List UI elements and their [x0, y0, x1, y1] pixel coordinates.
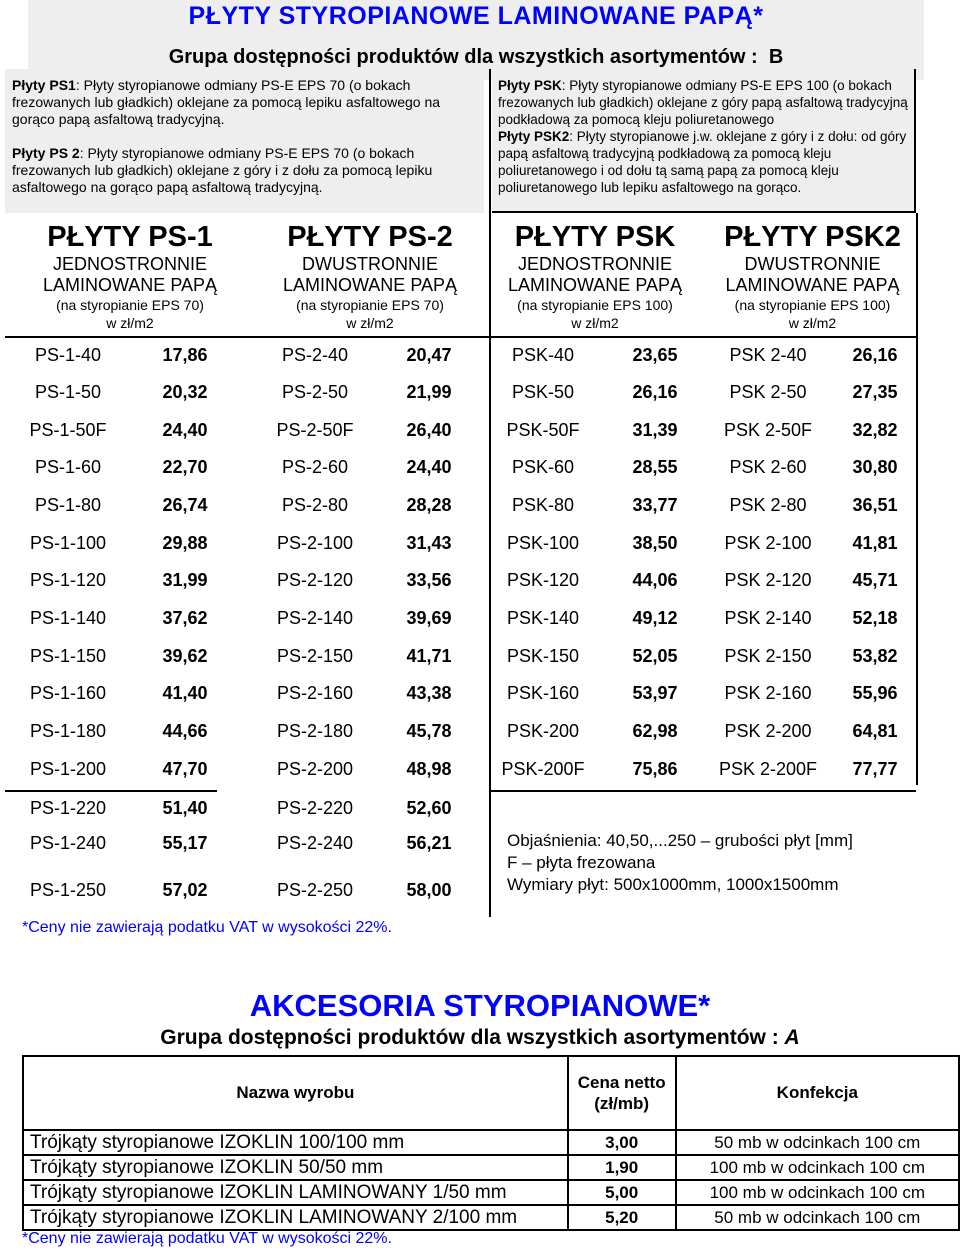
legend-line: F – płyta frezowana — [507, 853, 656, 872]
table-row — [0, 373, 960, 411]
product-pack: 50 mb w odcinkach 100 cm — [676, 1130, 959, 1155]
psk-code: PSK-150 — [506, 646, 580, 666]
table-row — [23, 1155, 959, 1180]
availability-group-label: Grupa dostępności produktów dla wszystkich asortymentów : — [160, 1026, 785, 1049]
ps2-code: PS-2-200 — [276, 759, 354, 779]
ps1-price: 41,40 — [162, 683, 208, 703]
psk2-price: 55,96 — [852, 683, 898, 703]
ps2-code: PS-2-240 — [276, 833, 354, 853]
ps1-code: PS-1-50F — [29, 420, 107, 440]
table-row — [0, 411, 960, 449]
table-header-row — [23, 1056, 959, 1130]
availability-group — [0, 1026, 960, 1050]
psk2-code: PSK 2-200F — [718, 759, 818, 779]
ps2-code: PS-2-40 — [281, 345, 349, 365]
psk-code: PSK-140 — [506, 608, 580, 628]
psk2-price: 77,77 — [852, 759, 898, 779]
ps1-price: 17,86 — [162, 345, 208, 365]
ps2-price: 33,56 — [406, 570, 452, 590]
table-row — [0, 637, 960, 675]
ps2-price: 58,00 — [406, 880, 452, 900]
product-pack: 100 mb w odcinkach 100 cm — [676, 1180, 959, 1205]
psk-price: 33,77 — [632, 495, 678, 515]
ps1-price: 47,70 — [162, 759, 208, 779]
psk-price: 52,05 — [632, 646, 678, 666]
ps2-code: PS-2-60 — [281, 457, 349, 477]
ps1-code: PS-1-50 — [34, 382, 102, 402]
legend-line: Wymiary płyt: 500x1000mm, 1000x1500mm — [507, 875, 839, 894]
availability-group-letter: A — [784, 1026, 800, 1049]
psk2-code: PSK 2-40 — [729, 345, 807, 365]
column-header-psk: PŁYTY PSK JEDNOSTRONNIE LAMINOWANE PAPĄ (na styropianie EPS 100) w zł/m2 — [507, 221, 683, 331]
ps1-code: PS-1-100 — [29, 533, 107, 553]
ps2-code: PS-2-140 — [276, 608, 354, 628]
psk-code: PSK-100 — [506, 533, 580, 553]
psk2-price: 64,81 — [852, 721, 898, 741]
ps2-price: 31,43 — [406, 533, 452, 553]
psk-price: 49,12 — [632, 608, 678, 628]
vat-note: *Ceny nie zawierają podatku VAT w wysokości 22%. — [22, 919, 392, 936]
vat-note: *Ceny nie zawierają podatku VAT w wysokości 22%. — [22, 1230, 392, 1247]
psk-price: 75,86 — [632, 759, 678, 779]
psk-price: 26,16 — [632, 382, 678, 402]
description-ps — [5, 69, 484, 213]
ps1-code: PS-1-220 — [29, 798, 107, 818]
psk2-price: 30,80 — [852, 457, 898, 477]
ps1-price: 55,17 — [162, 833, 208, 853]
column-header-name: Nazwa wyrobu — [23, 1056, 568, 1130]
product-pack: 50 mb w odcinkach 100 cm — [676, 1205, 959, 1230]
ps2-price: 56,21 — [406, 833, 452, 853]
psk2-price: 36,51 — [852, 495, 898, 515]
ps1-price: 24,40 — [162, 420, 208, 440]
table-row — [23, 1180, 959, 1205]
page-title: PŁYTY STYROPIANOWE LAMINOWANE PAPĄ* — [188, 2, 764, 30]
ps2-price: 43,38 — [406, 683, 452, 703]
section-title: AKCESORIA STYROPIANOWE* — [249, 988, 711, 1023]
ps1-price: 20,32 — [162, 382, 208, 402]
ps1-price: 22,70 — [162, 457, 208, 477]
ps2-price: 48,98 — [406, 759, 452, 779]
psk2-price: 45,71 — [852, 570, 898, 590]
ps2-code: PS-2-180 — [276, 721, 354, 741]
ps1-code: PS-1-180 — [29, 721, 107, 741]
psk-price: 62,98 — [632, 721, 678, 741]
ps2-code: PS-2-50 — [281, 382, 349, 402]
ps1-code: PS-1-40 — [34, 345, 102, 365]
product-price: 5,00 — [568, 1180, 676, 1205]
psk2-price: 52,18 — [852, 608, 898, 628]
ps2-code: PS-2-150 — [276, 646, 354, 666]
legend-line: Objaśnienia: 40,50,...250 – grubości płyt [mm] — [507, 831, 853, 850]
ps1-code: PS-1-60 — [34, 457, 102, 477]
psk2-code: PSK 2-60 — [729, 457, 807, 477]
ps2-price: 21,99 — [406, 382, 452, 402]
psk2-price: 26,16 — [852, 345, 898, 365]
ps1-price: 37,62 — [162, 608, 208, 628]
ps2-price: 41,71 — [406, 646, 452, 666]
ps2-price: 28,28 — [406, 495, 452, 515]
psk-price: 23,65 — [632, 345, 678, 365]
description-psk2: Płyty PSK2: Płyty styropianowe j.w. oklejane z góry i z dołu: od góry papą asfaltową tradycyjną podkładową za pomocą kleju poliuretanowego i od dołu tą samą papą za pomocą kleju poliuretanowego lub lepiku asfaltowego na gorąco. — [498, 129, 907, 195]
ps2-code: PS-2-160 — [276, 683, 354, 703]
ps2-price: 26,40 — [406, 420, 452, 440]
psk2-code: PSK 2-160 — [724, 683, 812, 703]
table-row — [23, 1130, 959, 1155]
product-name: Trójkąty styropianowe IZOKLIN 100/100 mm — [23, 1130, 568, 1155]
ps1-price: 51,40 — [162, 798, 208, 818]
ps1-code: PS-1-120 — [29, 570, 107, 590]
table-row — [0, 448, 960, 486]
table-row — [0, 524, 960, 562]
psk-code: PSK-120 — [506, 570, 580, 590]
ps2-price: 24,40 — [406, 457, 452, 477]
psk2-price: 53,82 — [852, 646, 898, 666]
column-header-psk2: PŁYTY PSK2 DWUSTRONNIE LAMINOWANE PAPĄ (na styropianie EPS 100) w zł/m2 — [724, 221, 901, 331]
ps1-code: PS-1-80 — [34, 495, 102, 515]
psk-code: PSK-50F — [506, 420, 580, 440]
psk2-code: PSK 2-50 — [729, 382, 807, 402]
description-ps1: Płyty PS1: Płyty styropianowe odmiany PS-E EPS 70 (o bokach frezowanych lub gładkich) oklejane za pomocą lepiku asfaltowego na gorąco papą asfaltową tradycyjną. — [12, 77, 441, 127]
table-row — [0, 561, 960, 599]
table-row — [0, 486, 960, 524]
ps1-price: 31,99 — [162, 570, 208, 590]
table-row — [23, 1205, 959, 1230]
accessories-table — [22, 1055, 960, 1231]
ps1-code: PS-1-140 — [29, 608, 107, 628]
ps2-code: PS-2-220 — [276, 798, 354, 818]
table-row — [0, 712, 960, 750]
ps1-code: PS-1-250 — [29, 880, 107, 900]
psk-code: PSK-60 — [511, 457, 575, 477]
psk-code: PSK-40 — [511, 345, 575, 365]
product-price: 3,00 — [568, 1130, 676, 1155]
product-name: Trójkąty styropianowe IZOKLIN LAMINOWANY 2/100 mm — [23, 1205, 568, 1230]
availability-group-label: Grupa dostępności produktów dla wszystkich asortymentów : — [168, 46, 764, 68]
description-psk — [492, 69, 916, 213]
ps2-code: PS-2-120 — [276, 570, 354, 590]
ps1-price: 26,74 — [162, 495, 208, 515]
psk2-code: PSK 2-80 — [729, 495, 807, 515]
psk2-code: PSK 2-150 — [724, 646, 812, 666]
column-header-price: Cena netto (zł/mb) — [568, 1056, 676, 1130]
availability-group-letter: B — [768, 46, 784, 68]
product-price: 1,90 — [568, 1155, 676, 1180]
product-pack: 100 mb w odcinkach 100 cm — [676, 1155, 959, 1180]
ps1-price: 44,66 — [162, 721, 208, 741]
ps1-price: 57,02 — [162, 880, 208, 900]
psk-code: PSK-200 — [506, 721, 580, 741]
psk2-price: 41,81 — [852, 533, 898, 553]
description-psk1: Płyty PSK: Płyty styropianowe odmiany PS-E EPS 100 (o bokach frezowanych lub gładkich) oklejane z góry papą asfaltową tradycyjną podkładową za pomocą kleju poliuretanowego — [498, 78, 908, 127]
column-header-pack: Konfekcja — [676, 1056, 959, 1130]
description-ps2: Płyty PS 2: Płyty styropianowe odmiany PS-E EPS 70 (o bokach frezowanych lub gładkich) oklejane z góry i z dołu za pomocą lepiku asfaltowego na gorąco papą asfaltową tradycyjną. — [12, 145, 433, 195]
psk-price: 38,50 — [632, 533, 678, 553]
table-row — [0, 599, 960, 637]
ps2-code: PS-2-80 — [281, 495, 349, 515]
table-row — [0, 336, 960, 374]
ps1-code: PS-1-240 — [29, 833, 107, 853]
psk-code: PSK-200F — [501, 759, 585, 779]
psk2-code: PSK 2-50F — [723, 420, 813, 440]
psk-price: 31,39 — [632, 420, 678, 440]
ps1-code: PS-1-160 — [29, 683, 107, 703]
ps2-price: 45,78 — [406, 721, 452, 741]
column-header-ps1: PŁYTY PS-1 JEDNOSTRONNIE LAMINOWANE PAPĄ (na styropianie EPS 70) w zł/m2 — [42, 221, 218, 331]
table-row — [0, 674, 960, 712]
psk2-code: PSK 2-100 — [724, 533, 812, 553]
psk2-price: 27,35 — [852, 382, 898, 402]
psk2-price: 32,82 — [852, 420, 898, 440]
ps1-code: PS-1-200 — [29, 759, 107, 779]
psk2-code: PSK 2-200 — [724, 721, 812, 741]
psk-code: PSK-160 — [506, 683, 580, 703]
ps1-price: 29,88 — [162, 533, 208, 553]
product-name: Trójkąty styropianowe IZOKLIN 50/50 mm — [23, 1155, 568, 1180]
ps2-code: PS-2-50F — [276, 420, 354, 440]
table-row — [0, 750, 960, 788]
psk-code: PSK-50 — [511, 382, 575, 402]
psk-price: 28,55 — [632, 457, 678, 477]
psk-code: PSK-80 — [511, 495, 575, 515]
ps2-price: 20,47 — [406, 345, 452, 365]
column-header-ps2: PŁYTY PS-2 DWUSTRONNIE LAMINOWANE PAPĄ (na styropianie EPS 70) w zł/m2 — [282, 221, 458, 331]
ps2-price: 52,60 — [406, 798, 452, 818]
ps2-code: PS-2-250 — [276, 880, 354, 900]
table-row — [0, 789, 960, 827]
psk2-code: PSK 2-120 — [724, 570, 812, 590]
product-name: Trójkąty styropianowe IZOKLIN LAMINOWANY 1/50 mm — [23, 1180, 568, 1205]
psk-price: 44,06 — [632, 570, 678, 590]
psk-price: 53,97 — [632, 683, 678, 703]
ps1-code: PS-1-150 — [29, 646, 107, 666]
product-price: 5,20 — [568, 1205, 676, 1230]
ps2-code: PS-2-100 — [276, 533, 354, 553]
psk2-code: PSK 2-140 — [724, 608, 812, 628]
legend — [507, 830, 853, 896]
ps1-price: 39,62 — [162, 646, 208, 666]
availability-group — [28, 46, 924, 69]
ps2-price: 39,69 — [406, 608, 452, 628]
